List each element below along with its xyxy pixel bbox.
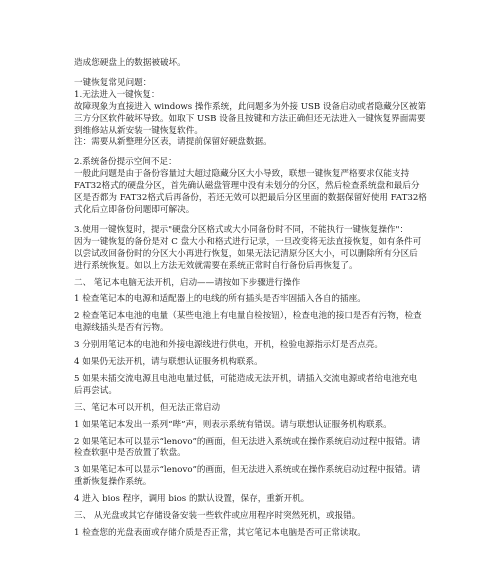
q2-line: FAT32格式的硬盘分区，首先确认磁盘管理中没有未划分的分区，然后检查系统盘和最后分 [74,181,420,192]
q1-line: 故障现象为直接进入 windows 操作系统，此问题多为外接 USB 设备启动或者隐藏分区被第 [74,101,427,112]
q1-note: 注：需要从新整理分区表，请提前保留好硬盘数据。 [74,137,272,148]
q3-line: 因为一键恢复的备份是对 C 盘大小和格式进行记录，一旦改变将无法直接恢复，如有条件可 [74,236,422,247]
s2-item-2-cont: 电源线插头是否有污物。 [74,323,169,334]
faq-section-title: 一键恢复常见问题： [74,77,152,88]
s2-item-3: 3 分别用笔记本的电池和外接电源线进行供电，开机，检验电源指示灯是否点亮。 [74,340,383,351]
section-4-title: 三、 从光盘或其它存储设备安装一些软件或应用程序时突然死机，或报错。 [74,511,361,522]
s4-item-1: 1 检查您的光盘表面或存储介质是否正常，其它笔记本电脑是否可正常读取。 [74,528,366,538]
q3-title: 3.使用一键恢复时，提示"硬盘分区格式或大小同备份时不同，不能执行一键恢复操作"： [74,224,409,235]
q3-line: 以尝试改回备份时的分区大小再进行恢复，如果无法记清原分区大小，可以删除所有分区后 [74,248,418,259]
q2-body [74,169,434,217]
q2-line: 式化后立即备份问题即可解决。 [74,204,195,215]
s3-item-4: 4 进入 bios 程序，调用 bios 的默认设置，保存，重新开机。 [74,494,310,505]
s2-item-5-cont: 后再尝试。 [74,385,117,396]
q2-line: 一般此问题是由于备份容量过大超过隐藏分区大小导致，联想一键恢复严格要求仅能支持 [74,169,410,180]
s2-item-2: 2 检查笔记本电池的电量（某些电池上有电量自检按钮），检查电池的接口是否有污物，检查 [74,311,422,322]
s2-item-4: 4 如果仍无法开机，请与联想认证服务机构联系。 [74,357,263,368]
section-3-title: 三、笔记本可以开机，但无法正常启动 [74,402,221,413]
q3-body [74,237,434,273]
s2-item-5: 5 如果未插交流电源且电池电量过低，可能造成无法开机，请插入交流电源或者给电池充电 [74,373,418,384]
q1-title: 1.无法进入一键恢复： [74,89,160,100]
s3-item-1: 1 如果笔记本发出一系列“哔”声，则表示系统有错误。请与联想认证服务机构联系。 [74,419,392,430]
s3-item-3-cont: 重新恢复操作系统。 [74,477,152,488]
q2-line: 区是否都为 FAT32格式后再备份，若还无效可以把最后分区里面的数据保留好使用 FAT32格 [74,193,427,204]
q3-line: 进行系统恢复。如以上方法无效就需要在系统正常时自行备份后再恢复了。 [74,260,358,271]
s3-item-2: 2 如果笔记本可以显示“lenovo”的画面，但无法进入系统或在操作系统启动过程中报错。请 [74,436,421,447]
q1-body [74,102,434,150]
q1-line: 到维修站从新安装一键恢复软件。 [74,125,203,136]
s3-item-2-cont: 检查软驱中是否放置了软盘。 [74,448,186,459]
s2-item-1: 1 检查笔记本的电源和适配器上的电线的所有插头是否牢固插入各自的插座。 [74,294,366,305]
q1-line: 三方分区软件破坏导致。如取下 USB 设备且按键和方法正确但还无法进入一键恢复界面需要 [74,113,426,124]
intro-text: 造成您硬盘上的数据被破坏。 [74,58,186,68]
section-2-title: 二、 笔记本电脑无法开机，启动——请按如下步骤进行操作 [74,277,301,288]
s3-item-3: 3 如果笔记本可以显示“lenovo”的画面，但无法进入系统或在操作系统启动过程中报错。请 [74,465,421,476]
q2-title: 2.系统备份提示空间不足： [74,157,177,168]
